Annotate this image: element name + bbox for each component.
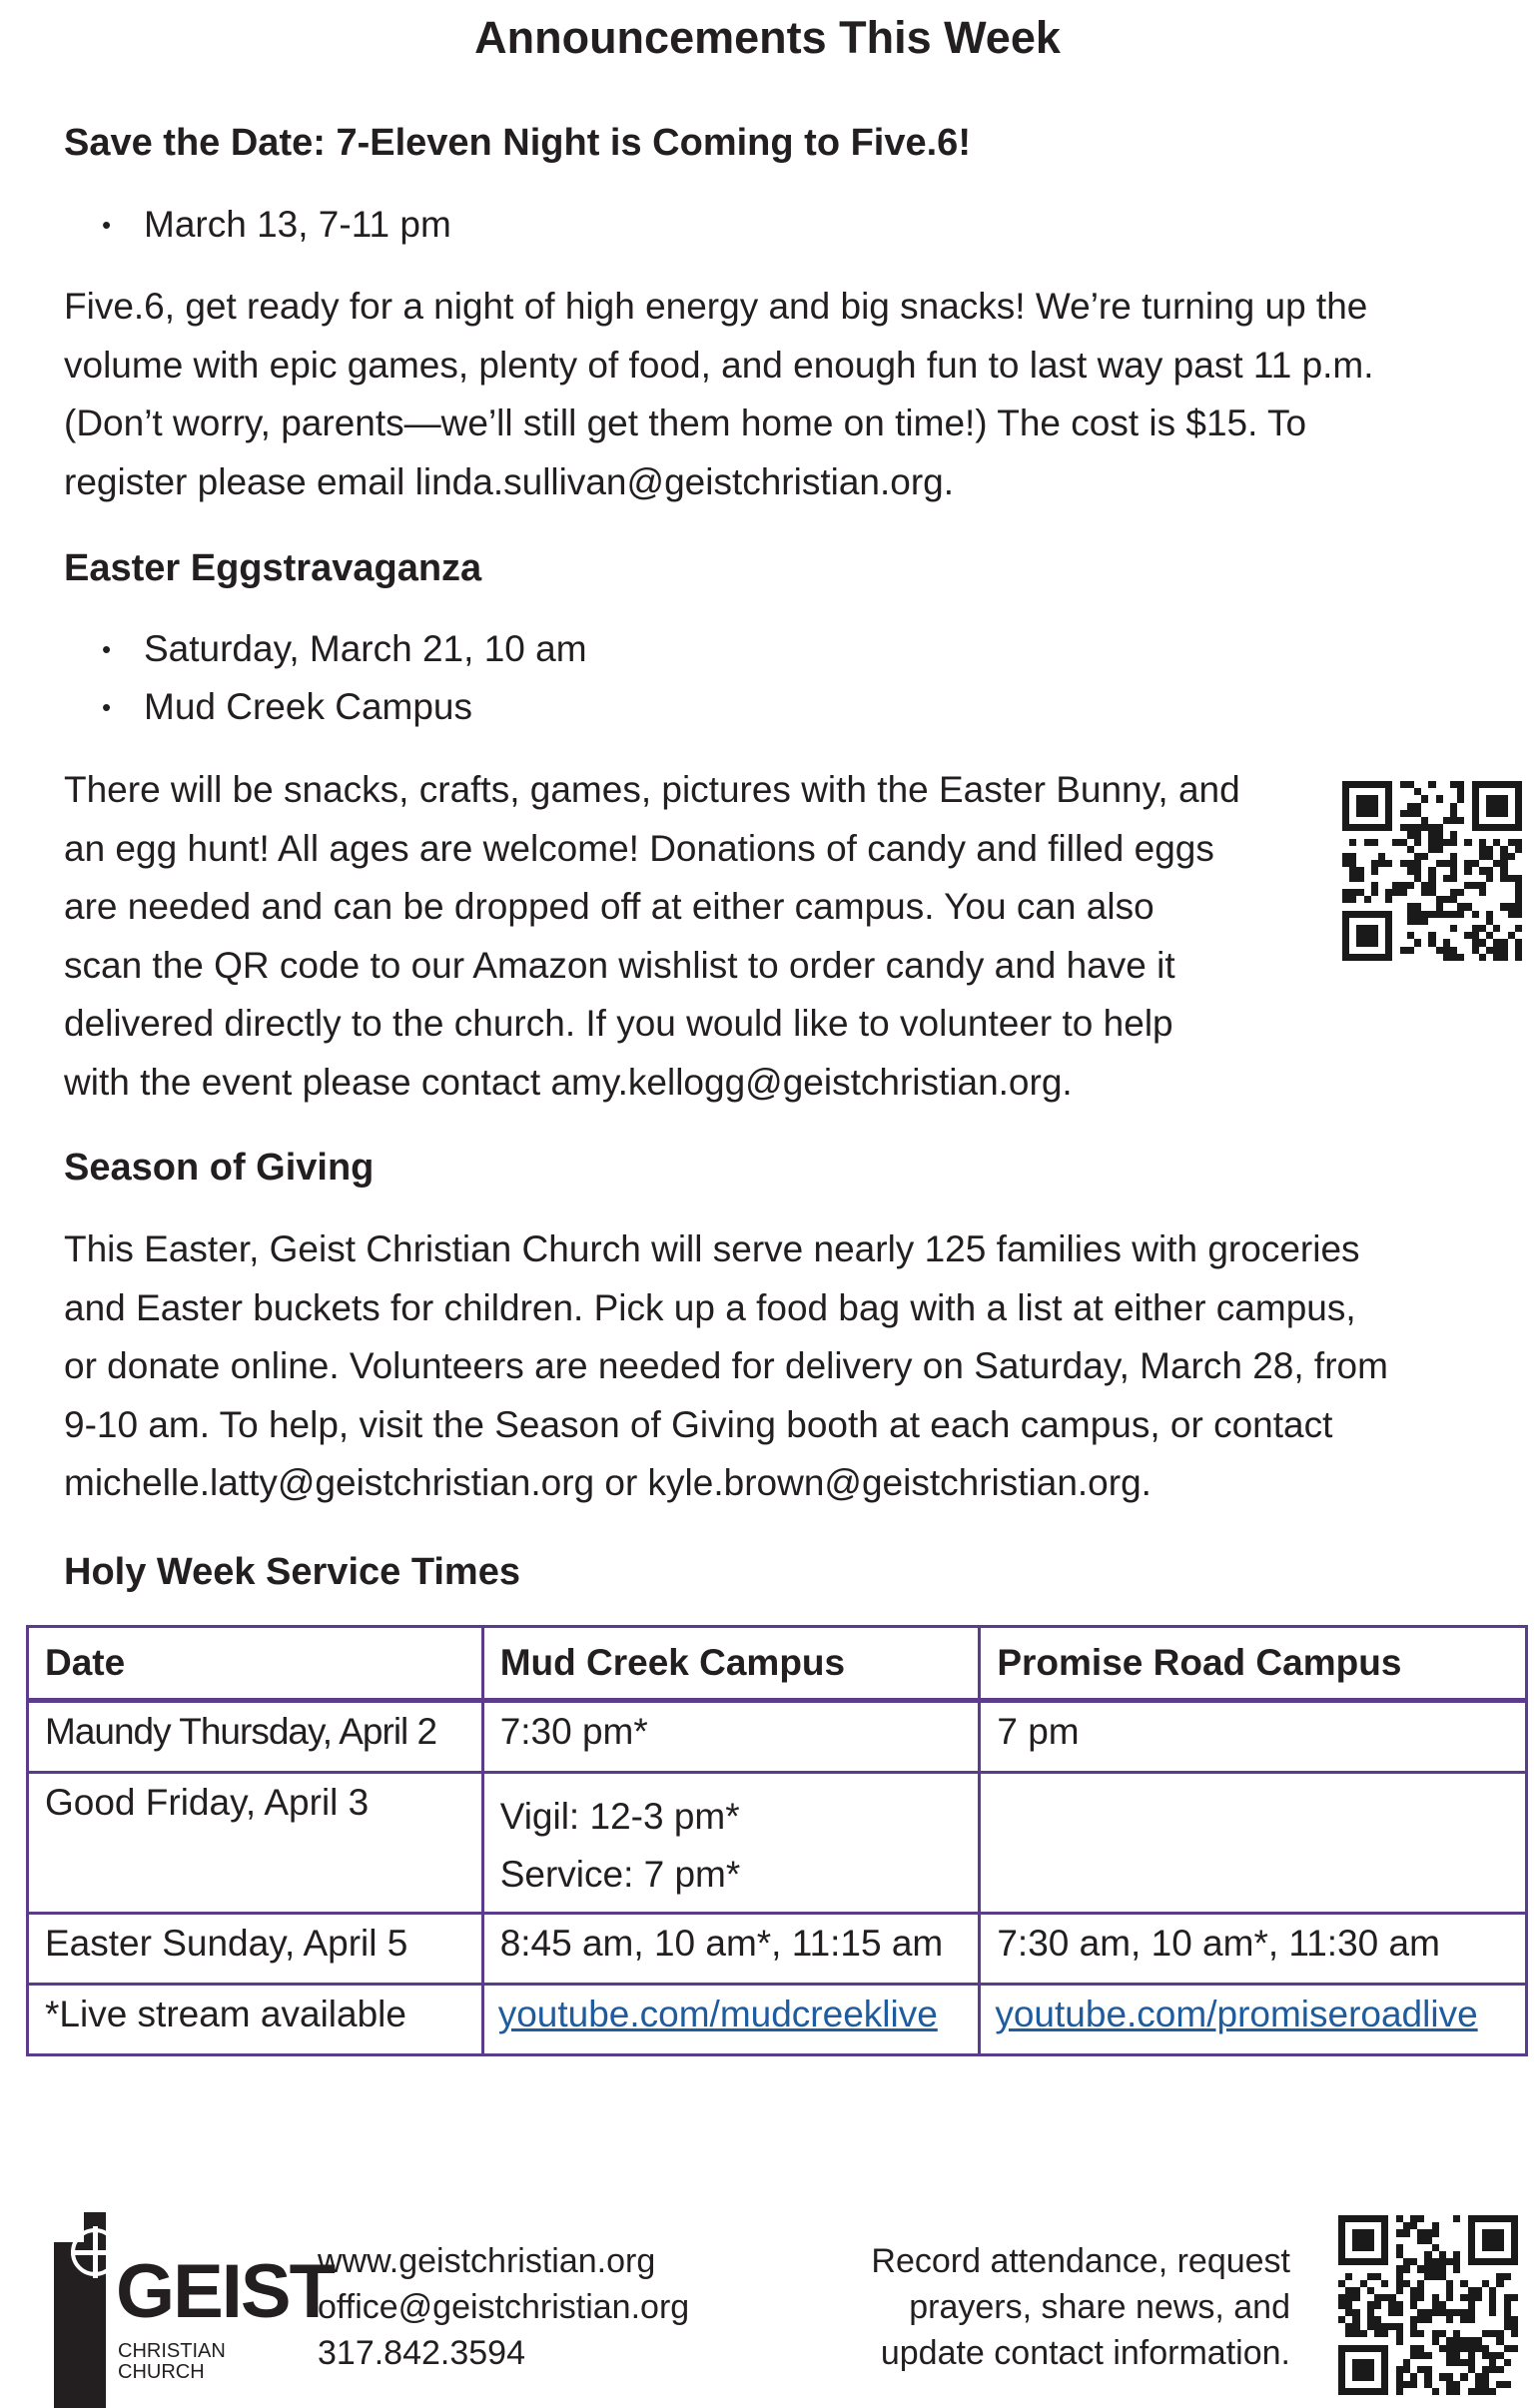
table-row	[28, 1773, 1527, 1914]
text-line: with the event please contact amy.kellogg@geistchristian.org.	[64, 1061, 1073, 1103]
promise-road-live-link[interactable]: youtube.com/promiseroadlive	[995, 1994, 1478, 2034]
easter-heading: Easter Eggstravaganza	[64, 547, 482, 589]
date-cell: Good Friday, April 3	[28, 1773, 483, 1914]
text-line: volume with epic games, plenty of food, and enough fun to last way past 11 p.m.	[64, 344, 1374, 386]
livestream-label: *Live stream available	[28, 1985, 483, 2055]
mud-creek-cell	[482, 1985, 980, 2055]
text-line: are needed and can be dropped off at either campus. You can also	[64, 886, 1154, 928]
table-row	[28, 1701, 1527, 1773]
church-logo	[44, 2212, 335, 2408]
promise-road-cell	[980, 1985, 1527, 2055]
footer-note	[819, 2238, 1290, 2376]
text-line: and Easter buckets for children. Pick up a food bag with a list at either campus,	[64, 1286, 1356, 1328]
promise-road-cell: 7:30 am, 10 am*, 11:30 am	[980, 1914, 1527, 1985]
text-line: scan the QR code to our Amazon wishlist to order candy and have it	[64, 944, 1175, 986]
mud-creek-cell: 7:30 pm*	[482, 1701, 980, 1773]
logo-name: GEIST	[116, 2249, 335, 2334]
text-line: There will be snacks, crafts, games, pictures with the Easter Bunny, and	[64, 769, 1240, 810]
qr-code-icon[interactable]	[1342, 781, 1522, 961]
promise-road-cell: 7 pm	[980, 1701, 1527, 1773]
text-line: Five.6, get ready for a night of high energy and big snacks! We’re turning up the	[64, 286, 1368, 327]
mud-creek-cell: 8:45 am, 10 am*, 11:15 am	[482, 1914, 980, 1985]
list-item: • March 13, 7-11 pm	[64, 196, 451, 254]
promise-road-cell	[980, 1773, 1527, 1914]
holy-week-heading: Holy Week Service Times	[64, 1551, 520, 1593]
website-link[interactable]: www.geistchristian.org	[318, 2242, 656, 2280]
service-times-table	[26, 1625, 1528, 2056]
text-line: 9-10 am. To help, visit the Season of Giving booth at each campus, or contact	[64, 1403, 1333, 1445]
logo-sub2: CHURCH	[118, 2361, 205, 2383]
text-line: (Don’t worry, parents—we’ll still get them home on time!) The cost is $15. To	[64, 402, 1307, 444]
text-line: an egg hunt! All ages are welcome! Donations of candy and filled eggs	[64, 827, 1214, 869]
column-header: Promise Road Campus	[980, 1627, 1527, 1701]
text-line: prayers, share news, and	[909, 2288, 1290, 2326]
easter-bullets	[64, 620, 587, 736]
table-row	[28, 1985, 1527, 2055]
column-header: Date	[28, 1627, 483, 1701]
seven-eleven-bullets	[64, 196, 451, 254]
seven-eleven-heading: Save the Date: 7-Eleven Night is Coming to Five.6!	[64, 122, 971, 164]
text-line: michelle.latty@geistchristian.org or kyle.brown@geistchristian.org.	[64, 1462, 1151, 1504]
mud-creek-cell	[482, 1773, 980, 1914]
giving-body	[64, 1220, 1388, 1513]
phone-number: 317.842.3594	[318, 2334, 525, 2372]
text-line: This Easter, Geist Christian Church will serve nearly 125 families with groceries	[64, 1228, 1360, 1269]
text-line: register please email linda.sullivan@geistchristian.org.	[64, 460, 955, 502]
text-line: update contact information.	[880, 2334, 1290, 2372]
table-row	[28, 1914, 1527, 1985]
date-cell: Maundy Thursday, April 2	[28, 1701, 483, 1773]
list-item: • Mud Creek Campus	[64, 678, 587, 736]
list-item: • Saturday, March 21, 10 am	[64, 620, 587, 678]
cell-line: Vigil: 12-3 pm*	[499, 1796, 740, 1837]
text-line: Record attendance, request	[871, 2242, 1290, 2280]
text-line: or donate online. Volunteers are needed for delivery on Saturday, March 28, from	[64, 1345, 1388, 1387]
column-header: Mud Creek Campus	[482, 1627, 980, 1701]
logo-sub1: CHRISTIAN	[118, 2340, 226, 2362]
date-cell: Easter Sunday, April 5	[28, 1914, 483, 1985]
easter-body	[64, 761, 1240, 1113]
cell-line: Service: 7 pm*	[499, 1854, 741, 1895]
page-title: Announcements This Week	[474, 12, 1061, 63]
email-link[interactable]: office@geistchristian.org	[318, 2288, 690, 2326]
mud-creek-live-link[interactable]: youtube.com/mudcreeklive	[497, 1994, 938, 2034]
text-line: delivered directly to the church. If you would like to volunteer to help	[64, 1003, 1173, 1045]
table-header-row	[28, 1627, 1527, 1701]
seven-eleven-body	[64, 278, 1374, 511]
contact-info	[318, 2238, 689, 2376]
qr-code-icon[interactable]	[1338, 2215, 1518, 2395]
giving-heading: Season of Giving	[64, 1147, 375, 1189]
